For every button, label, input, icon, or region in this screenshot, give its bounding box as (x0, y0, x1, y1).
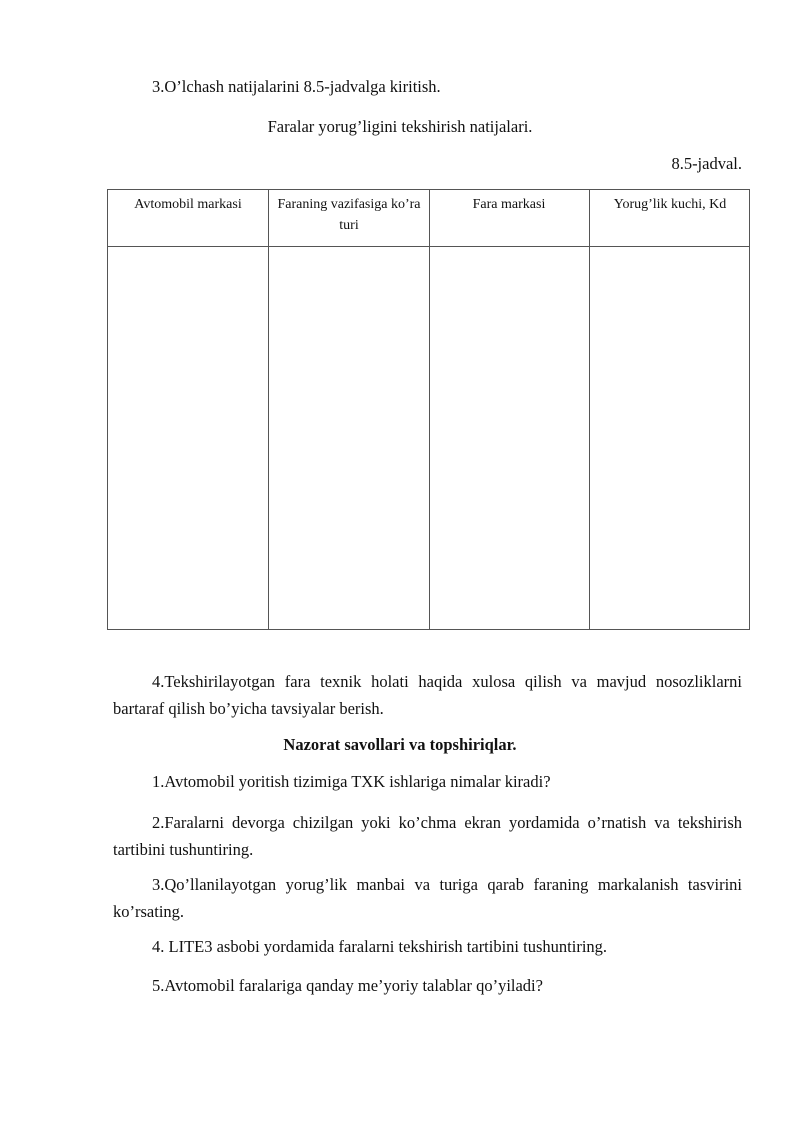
questions-heading: Nazorat savollari va topshiriqlar. (283, 735, 517, 754)
question-item: 1.Avtomobil yoritish tizimiga TXK ishlariga nimalar kiradi? (152, 772, 551, 791)
table-header-car-brand: Avtomobil markasi (134, 197, 242, 212)
step-4-text: 4.Tekshirilayotgan fara texnik holati haqida xulosa qilish va mavjud nosozliklarni bartaraf qilish bo’yicha tavsiyalar berish. (113, 672, 742, 718)
table-column-divider (268, 190, 269, 629)
question-item: 2.Faralarni devorga chizilgan yoki ko’chma ekran yordamida o’rnatish va tekshirish tartibini tushuntiring. (113, 813, 742, 859)
results-table (107, 189, 750, 630)
question-item: 3.Qo’llanilayotgan yorug’lik manbai va turiga qarab faraning markalanish tasvirini ko’rsating. (113, 875, 742, 921)
table-title: Faralar yorug’ligini tekshirish natijalari. (267, 117, 533, 136)
question-item: 4. LITE3 asbobi yordamida faralarni tekshirish tartibini tushuntiring. (152, 937, 608, 956)
table-header-headlight-brand: Fara markasi (472, 197, 546, 212)
table-number: 8.5-jadval. (671, 154, 742, 173)
table-header-headlight-type: Faraning vazifasiga ko’ra turi (277, 197, 421, 233)
question-item: 5.Avtomobil faralariga qanday me’yoriy talablar qo’yiladi? (152, 976, 543, 995)
table-header-luminous-intensity: Yorug’lik kuchi, Kd (613, 197, 727, 212)
table-column-divider (589, 190, 590, 629)
step-3-text: 3.O’lchash natijalarini 8.5-jadvalga kiritish. (152, 77, 441, 96)
table-column-divider (429, 190, 430, 629)
